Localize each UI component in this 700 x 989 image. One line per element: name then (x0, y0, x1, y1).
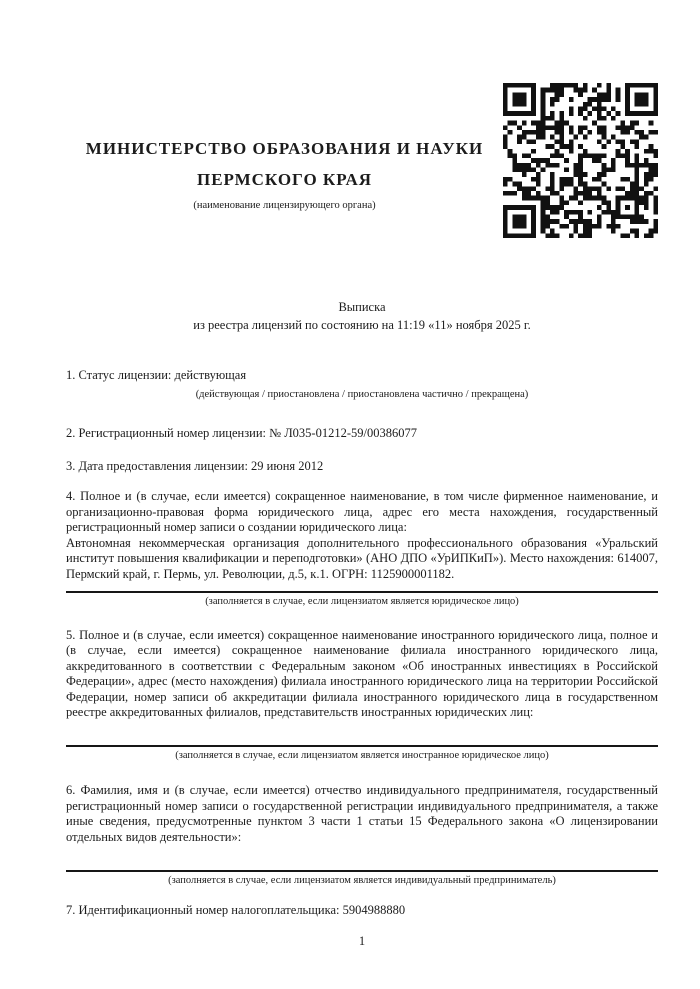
ministry-name-line2: ПЕРМСКОГО КРАЯ (196, 170, 373, 189)
individual-entrepreneur-label: 6. Фамилия, имя и (в случае, если имеется) отчество индивидуального предпринимателя, государственный регистрационный номер записи о государственной регистрации индивидуального предпринимателя, а также иные сведения, предусмотренные пунктом 3 части 1 статьи 15 Федерального закона «О лицензировании отдельных видов деятельности»: (66, 783, 658, 844)
foreign-entity-label: 5. Полное и (в случае, если имеется) сокращенное наименование иностранного юридического лица, полное и (в случае, если имеется) сокращенное наименование филиала иностранного юридического лица, аккредитованного в соответствии с Федеральным законом «Об иностранных инвестициях в Российской Федерации», адрес (место нахождения) филиала иностранного юридического лица на территории Российской Федерации, номер записи об аккредитации филиала иностранного юридического лица в государственном реестре аккредитованных филиалов, представительств иностранных юридических лиц: (66, 627, 658, 719)
fill-in-rule (66, 870, 658, 872)
item-license-grant-date (66, 459, 658, 475)
item-individual-entrepreneur (66, 783, 658, 887)
item-registration-number (66, 426, 658, 442)
legal-entity-label: 4. Полное и (в случае, если имеется) сокращенное наименование, в том числе фирменное наименование, и организационно-правовая форма юридического лица, адрес его места нахождения, государственный регистрационный номер записи о создании юридического лица: (66, 489, 658, 534)
item-taxpayer-number (66, 903, 658, 919)
legal-entity-caption: (заполняется в случае, если лицензиатом является юридическое лицо) (205, 596, 519, 607)
fill-in-rule (66, 745, 658, 747)
licensing-authority-block (66, 83, 503, 211)
qr-code-graphic (503, 83, 658, 238)
ministry-caption: (наименование лицензирующего органа) (193, 200, 376, 211)
foreign-entity-caption: (заполняется в случае, если лицензиатом является иностранное юридическое лицо) (175, 749, 549, 761)
taxpayer-number-text: 7. Идентификационный номер налогоплательщика: 5904988880 (66, 902, 406, 917)
document-title-line2: из реестра лицензий по состоянию на 11:19 «11» ноября 2025 г. (193, 317, 531, 332)
item-license-status (66, 368, 658, 400)
license-status-options-caption: (действующая / приостановлена / приостановлена частично / прекращена) (195, 388, 529, 400)
item-foreign-entity (66, 628, 658, 762)
license-status-text: 1. Статус лицензии: действующая (66, 368, 247, 382)
document-title (66, 299, 658, 334)
individual-entrepreneur-caption: (заполняется в случае, если лицензиатом является индивидуальный предприниматель) (168, 875, 556, 886)
document-title-line1: Выписка (338, 300, 386, 314)
item-legal-entity (66, 489, 658, 608)
license-grant-date-text: 3. Дата предоставления лицензии: 29 июня 2012 (66, 458, 324, 473)
legal-entity-value: Автономная некоммерческая организация дополнительного профессионального образования «Уральский институт повышения квалификации и переподготовки» (АНО ДПО «УрИПКиП»). Место нахождения: 614007, Пермский край, г. Пермь, ул. Революции, д.5, к.1. ОГРН: 1125900001182. (66, 535, 658, 581)
ministry-name-line1: МИНИСТЕРСТВО ОБРАЗОВАНИЯ И НАУКИ (85, 139, 484, 158)
registration-number-text: 2. Регистрационный номер лицензии: № Л035-01212-59/00386077 (66, 426, 417, 440)
document-header (66, 0, 658, 238)
ministry-name (66, 133, 503, 195)
qr-code-icon (503, 83, 658, 238)
page-number: 1 (358, 934, 366, 948)
fill-in-rule (66, 591, 658, 593)
